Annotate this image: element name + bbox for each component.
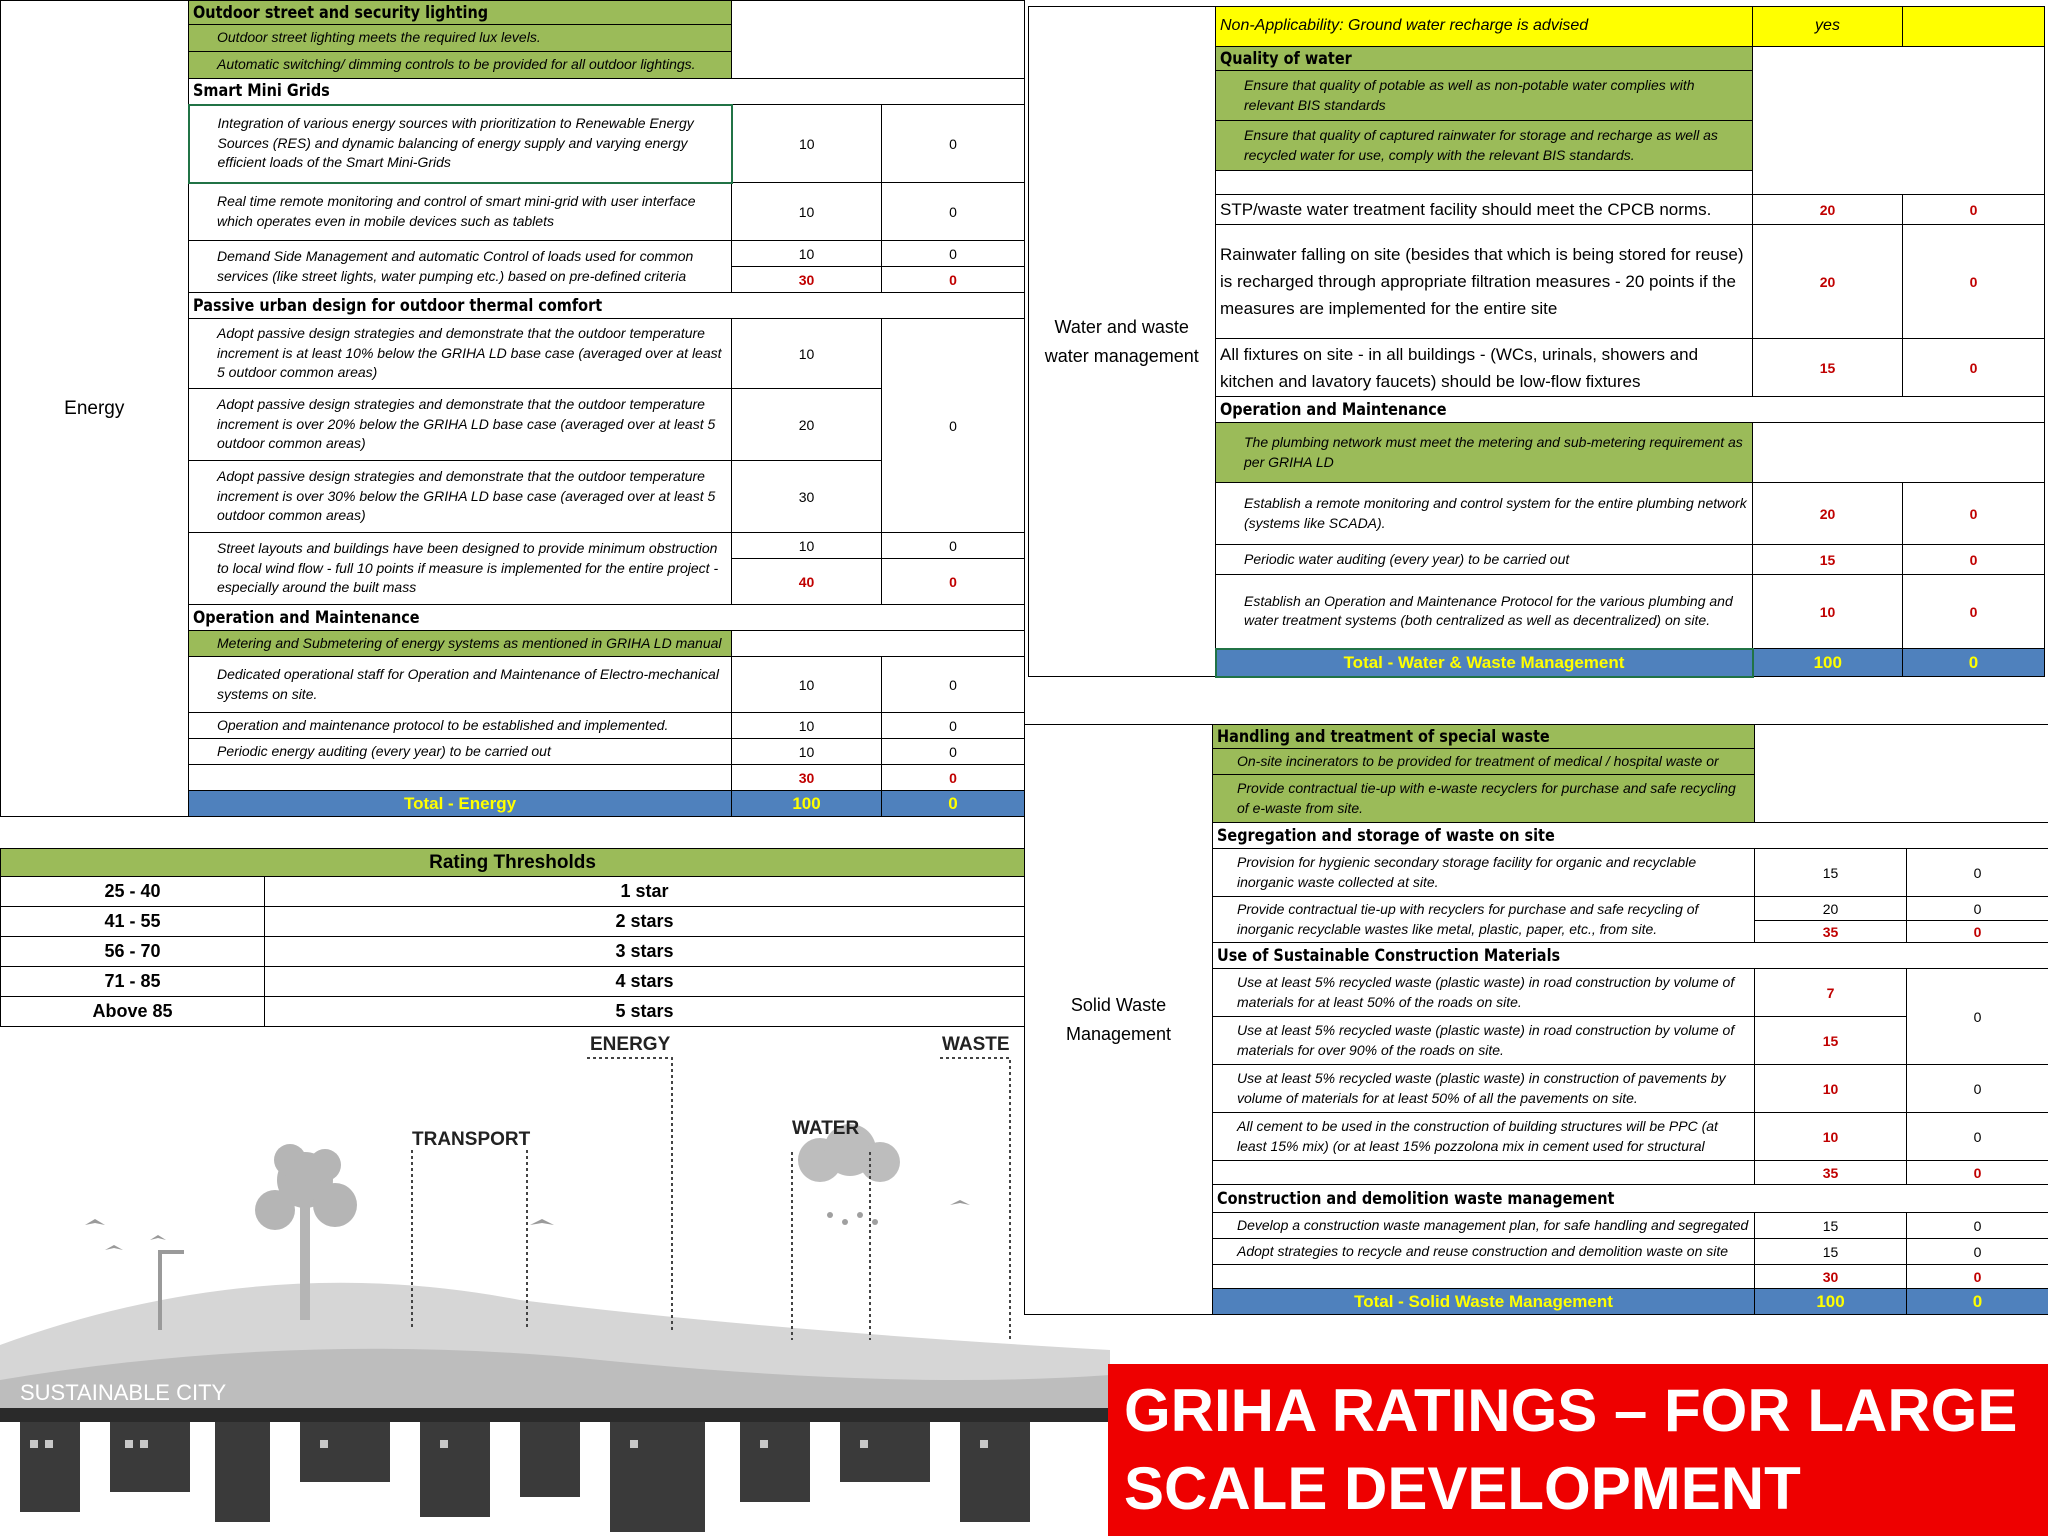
water-row: All fixtures on site - in all buildings - (WCs, urinals, showers and kitchen and lavatory faucets) should be low-flow fixtures — [1216, 339, 1753, 397]
quality-heading: Quality of water — [1220, 48, 1352, 69]
subtotal-max: 35 — [1755, 921, 1907, 943]
rating-stars: 3 stars — [265, 937, 1025, 967]
water-total-score: 0 — [1903, 649, 2045, 677]
max-points: 15 — [1755, 849, 1907, 897]
special-waste-heading: Handling and treatment of special waste — [1217, 726, 1550, 747]
max-points: 10 — [732, 105, 882, 183]
subtotal-score: 0 — [882, 765, 1025, 791]
score: 0 — [1907, 1113, 2048, 1161]
special-waste-item: Provide contractual tie-up with e-waste recyclers for purchase and safe recycling of e-waste from site. — [1213, 775, 1755, 823]
score: 0 — [882, 241, 1025, 267]
energy-label: ENERGY — [590, 1034, 671, 1055]
max-points: 10 — [732, 241, 882, 267]
score: 0 — [1907, 849, 2048, 897]
om-row: Operation and maintenance protocol to be established and implemented. — [189, 713, 732, 739]
smart-grids-heading: Smart Mini Grids — [193, 81, 330, 102]
rating-thresholds-panel — [0, 848, 1024, 1027]
sustainable-city-caption: SUSTAINABLE CITY — [20, 1380, 227, 1405]
rating-stars: 4 stars — [265, 967, 1025, 997]
rating-stars: 1 star — [265, 877, 1025, 907]
score: 0 — [1907, 897, 2048, 921]
segregation-row: Provision for hygienic secondary storage facility for organic and recyclable inorganic waste collected at site. — [1213, 849, 1755, 897]
subtotal-max: 30 — [1755, 1265, 1907, 1289]
score: 0 — [1907, 1239, 2048, 1265]
max-points: 10 — [732, 739, 882, 765]
materials-row: Use at least 5% recycled waste (plastic waste) in road construction by volume of materials for over 90% of the roads on site. — [1213, 1017, 1755, 1065]
subtotal-max: 40 — [732, 559, 882, 605]
max-points: 20 — [1753, 225, 1903, 339]
max-points: 20 — [1753, 195, 1903, 225]
solid-total-label: Total - Solid Waste Management — [1213, 1289, 1755, 1315]
water-table — [1028, 6, 2045, 678]
waste-label: WASTE — [942, 1034, 1010, 1055]
passive-design-heading: Passive urban design for outdoor thermal comfort — [193, 295, 603, 316]
score: 0 — [882, 105, 1025, 183]
special-waste-item: On-site incinerators to be provided for treatment of medical / hospital waste or — [1213, 749, 1755, 775]
energy-category: Energy — [1, 1, 189, 817]
outdoor-lighting-item: Outdoor street lighting meets the required lux levels. — [189, 25, 732, 52]
rating-range: 56 - 70 — [1, 937, 265, 967]
skyline-icon — [20, 1422, 1030, 1532]
outdoor-lighting-item: Automatic switching/ dimming controls to be provided for all outdoor lightings. — [189, 52, 732, 79]
materials-row: Use at least 5% recycled waste (plastic waste) in road construction by volume of materials for at least 50% of the roads on site. — [1213, 969, 1755, 1017]
subtotal-max: 30 — [732, 765, 882, 791]
max-points: 10 — [732, 657, 882, 713]
subtotal-score: 0 — [882, 267, 1025, 293]
cd-waste-row: Adopt strategies to recycle and reuse construction and demolition waste on site — [1213, 1239, 1755, 1265]
water-row: Rainwater falling on site (besides that which is being stored for reuse) is recharged through appropriate filtration measures - 20 points if the measures are implemented for the entire site — [1216, 225, 1753, 339]
max-points: 15 — [1753, 339, 1903, 397]
energy-total-score: 0 — [882, 791, 1025, 817]
score: 0 — [1903, 545, 2045, 575]
max-points: 10 — [732, 713, 882, 739]
score: 0 — [1907, 1065, 2048, 1113]
energy-om-heading: Operation and Maintenance — [193, 607, 420, 628]
score: 0 — [882, 319, 1025, 533]
score: 0 — [1903, 195, 2045, 225]
transport-label: TRANSPORT — [412, 1129, 531, 1150]
max-points: 15 — [1753, 545, 1903, 575]
rating-range: 41 - 55 — [1, 907, 265, 937]
water-om-heading: Operation and Maintenance — [1220, 399, 1447, 420]
score: 0 — [882, 533, 1025, 559]
segregation-heading: Segregation and storage of waste on site — [1217, 825, 1555, 846]
energy-total-max: 100 — [732, 791, 882, 817]
score: 0 — [882, 183, 1025, 241]
max-points: 10 — [732, 319, 882, 389]
smart-grid-row: Integration of various energy sources with prioritization to Renewable Energy Sources (RES) and dynamic balancing of energy supply and varying energy efficient loads of the Smart Mini-Grids — [189, 105, 732, 183]
max-points: 20 — [1755, 897, 1907, 921]
score: 0 — [1907, 969, 2048, 1065]
solid-waste-category: Solid Waste Management — [1025, 725, 1213, 1315]
water-om-row: Establish a remote monitoring and control system for the entire plumbing network (systems like SCADA). — [1216, 483, 1753, 545]
rating-stars: 5 stars — [265, 997, 1025, 1027]
om-row: Dedicated operational staff for Operation and Maintenance of Electro-mechanical systems on site. — [189, 657, 732, 713]
segregation-row: Provide contractual tie-up with recyclers for purchase and safe recycling of inorganic recyclable wastes like metal, plastic, paper, etc., from site. — [1213, 897, 1755, 943]
water-total-max: 100 — [1753, 649, 1903, 677]
max-points: 15 — [1755, 1239, 1907, 1265]
sustainable-city-illustration — [0, 1032, 1110, 1536]
score: 0 — [1903, 483, 2045, 545]
street-layout-row: Street layouts and buildings have been designed to provide minimum obstruction to local wind flow - full 10 points if measure is implemented for the entire project - especially around the built mass — [189, 533, 732, 605]
score: 0 — [1907, 1213, 2048, 1239]
water-category: Water and waste water management — [1029, 7, 1216, 677]
passive-row: Adopt passive design strategies and demonstrate that the outdoor temperature increment is over 30% below the GRIHA LD base case (averaged over at least 5 outdoor common areas) — [189, 461, 732, 533]
rating-thresholds-table — [0, 848, 1025, 1027]
subtotal-score: 0 — [1907, 921, 2048, 943]
water-table-panel — [1028, 6, 2044, 678]
max-points: 20 — [732, 389, 882, 461]
solid-total-max: 100 — [1755, 1289, 1907, 1315]
score: 0 — [882, 739, 1025, 765]
rating-range: 25 - 40 — [1, 877, 265, 907]
max-points: 15 — [1755, 1213, 1907, 1239]
max-points: 10 — [1755, 1065, 1907, 1113]
non-applicability-value: yes — [1753, 7, 1903, 47]
cd-waste-heading: Construction and demolition waste management — [1217, 1188, 1615, 1209]
passive-row: Adopt passive design strategies and demonstrate that the outdoor temperature increment is at least 10% below the GRIHA LD base case (averaged over at least 5 outdoor common areas) — [189, 319, 732, 389]
materials-heading: Use of Sustainable Construction Materials — [1217, 945, 1561, 966]
non-applicability-text: Non-Applicability: Ground water recharge is advised — [1216, 7, 1753, 47]
max-points: 10 — [1753, 575, 1903, 649]
outdoor-lighting-heading: Outdoor street and security lighting — [193, 2, 489, 23]
max-points: 10 — [1755, 1113, 1907, 1161]
score: 0 — [1903, 575, 2045, 649]
subtotal-max: 30 — [732, 267, 882, 293]
score: 0 — [1903, 339, 2045, 397]
om-row: Periodic energy auditing (every year) to be carried out — [189, 739, 732, 765]
subtotal-score: 0 — [1907, 1265, 2048, 1289]
score: 0 — [1903, 225, 2045, 339]
max-points: 30 — [732, 461, 882, 533]
passive-row: Adopt passive design strategies and demonstrate that the outdoor temperature increment is over 20% below the GRIHA LD base case (averaged over at least 5 outdoor common areas) — [189, 389, 732, 461]
solid-total-score: 0 — [1907, 1289, 2048, 1315]
energy-table — [0, 0, 1025, 817]
rating-range: Above 85 — [1, 997, 265, 1027]
rating-stars: 2 stars — [265, 907, 1025, 937]
water-total-label: Total - Water & Waste Management — [1216, 649, 1753, 677]
rating-thresholds-heading: Rating Thresholds — [1, 849, 1025, 877]
rating-range: 71 - 85 — [1, 967, 265, 997]
page-title-line2: SCALE DEVELOPMENT — [1124, 1455, 1801, 1522]
max-points: 7 — [1755, 969, 1907, 1017]
materials-row: Use at least 5% recycled waste (plastic waste) in construction of pavements by volume of materials for at least 50% of all the pavements on site. — [1213, 1065, 1755, 1113]
plumbing-metering-item: The plumbing network must meet the metering and sub-metering requirement as per GRIHA LD — [1216, 423, 1753, 483]
water-row: STP/waste water treatment facility should meet the CPCB norms. — [1216, 195, 1753, 225]
water-om-row: Periodic water auditing (every year) to be carried out — [1216, 545, 1753, 575]
score: 0 — [882, 713, 1025, 739]
energy-table-panel — [0, 0, 1024, 817]
quality-item: Ensure that quality of captured rainwater for storage and recharge as well as recycled water for use, comply with the relevant BIS standards. — [1216, 121, 1753, 171]
solid-waste-table — [1024, 724, 2048, 1315]
energy-total-label: Total - Energy — [189, 791, 732, 817]
water-om-row: Establish an Operation and Maintenance Protocol for the various plumbing and water treatment systems (both centralized as well as decentralized) on site. — [1216, 575, 1753, 649]
subtotal-score: 0 — [1907, 1161, 2048, 1185]
materials-row: All cement to be used in the construction of building structures will be PPC (at least 15% mix) (or at least 15% pozzolona mix in cement used for structural — [1213, 1113, 1755, 1161]
score: 0 — [882, 657, 1025, 713]
smart-grid-row: Real time remote monitoring and control of smart mini-grid with user interface which operates even in mobile devices such as tablets — [189, 183, 732, 241]
page-title-box — [1108, 1364, 2048, 1536]
quality-item: Ensure that quality of potable as well as non-potable water complies with relevant BIS standards — [1216, 71, 1753, 121]
solid-waste-table-panel — [1024, 724, 2048, 1315]
cd-waste-row: Develop a construction waste management plan, for safe handling and segregated — [1213, 1213, 1755, 1239]
max-points: 10 — [732, 533, 882, 559]
metering-item: Metering and Submetering of energy systems as mentioned in GRIHA LD manual — [189, 631, 732, 657]
max-points: 15 — [1755, 1017, 1907, 1065]
page-title-line1: GRIHA RATINGS – FOR LARGE — [1124, 1377, 2018, 1444]
subtotal-max: 35 — [1755, 1161, 1907, 1185]
water-label: WATER — [792, 1118, 860, 1139]
max-points: 10 — [732, 183, 882, 241]
max-points: 20 — [1753, 483, 1903, 545]
smart-grid-row: Demand Side Management and automatic Control of loads used for common services (like street lights, water pumping etc.) based on pre-defined criteria — [189, 241, 732, 293]
subtotal-score: 0 — [882, 559, 1025, 605]
